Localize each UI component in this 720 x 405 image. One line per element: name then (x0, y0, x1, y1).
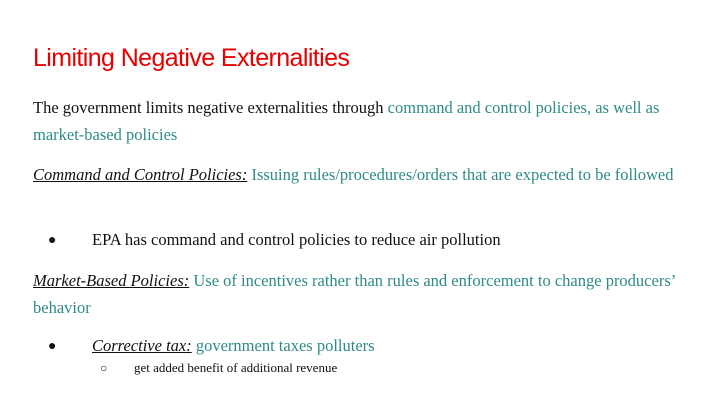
intro-paragraph (33, 94, 693, 148)
corrective-tax-heading: Corrective tax: (92, 336, 192, 355)
page-title: Limiting Negative Externalities (33, 44, 350, 72)
epa-bullet (48, 230, 700, 250)
command-control-paragraph (33, 161, 693, 188)
command-control-definition: Issuing rules/procedures/orders that are expected to be followed (247, 165, 674, 184)
revenue-sub-bullet-text: get added benefit of additional revenue (134, 360, 338, 375)
intro-text: The government limits negative externalities through (33, 98, 388, 117)
sub-bullet-icon: ○ (100, 361, 108, 375)
bullet-icon: ● (48, 233, 57, 248)
command-control-heading: Command and Control Policies: (33, 165, 248, 184)
corrective-tax-text: government taxes polluters (191, 336, 375, 355)
revenue-sub-bullet (100, 360, 337, 376)
market-based-paragraph (33, 267, 693, 321)
market-based-definition: Use of incentives rather than rules and enforcement to change producers’ behavior (33, 271, 676, 317)
intro-highlight: command and control policies, as well as market-based policies (33, 98, 660, 144)
bullet-icon: ● (48, 339, 57, 354)
epa-bullet-text: EPA has command and control policies to reduce air pollution (92, 230, 501, 249)
corrective-tax-bullet (48, 336, 700, 356)
market-based-heading: Market-Based Policies: (33, 271, 190, 290)
